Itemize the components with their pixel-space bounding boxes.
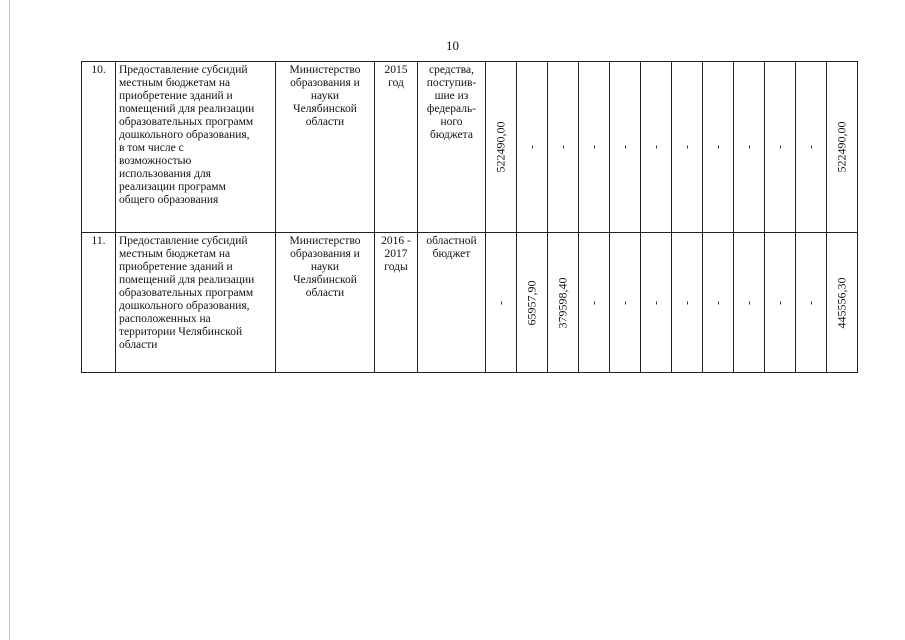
value-text: - [617,300,632,305]
cell-line: 2015 [384,64,408,76]
cell-line: науки [310,90,340,102]
value-text: 445556,30 [834,277,849,328]
value-cell [548,233,579,373]
value-text: - [586,145,601,149]
value-text: - [555,145,570,149]
value-cell [796,62,827,233]
cell-line: территории Челябинской [119,326,243,338]
cell-line: образования и [290,248,360,260]
cell-line: местным бюджетам на [119,77,231,89]
cell-line: приобретение зданий и [119,261,233,273]
row-number-cell: 11. [82,233,116,373]
table-row [82,62,858,233]
cell-line: реализации программ [119,181,226,193]
cell-line: области [305,287,345,299]
left-margin-line [9,0,10,640]
value-text: - [648,145,663,149]
value-cell [796,233,827,373]
cell-line: средства, [428,64,475,76]
value-cell [703,62,734,233]
value-text: - [648,300,663,305]
cell-line: образовательных программ [119,116,254,128]
cell-line: области [305,116,345,128]
value-cell [486,233,517,373]
cell-line: приобретение зданий и [119,90,233,102]
event-name-cell [116,62,276,233]
event-name-cell [116,233,276,373]
value-text: - [772,300,787,305]
cell-line: помещений для реализации [119,103,255,115]
cell-line: Министерство [289,235,361,247]
cell-line: образования и [290,77,360,89]
budget-table [81,61,858,373]
value-cell [827,233,858,373]
cell-line: в том числе с [119,142,184,154]
value-text: - [772,145,787,149]
cell-line: федераль- [426,103,477,115]
value-cell [765,233,796,373]
value-text: 522490,00 [493,121,508,173]
executor-cell [276,62,375,233]
value-cell [641,62,672,233]
value-text: - [586,300,601,305]
cell-line: Предоставление субсидий [119,235,248,247]
value-text: - [741,145,756,149]
cell-line: Челябинской [293,103,357,115]
value-text: 379598,40 [555,277,570,328]
value-text: - [493,300,508,305]
funding-source-cell [418,233,486,373]
value-cell [579,233,610,373]
cell-line: областной [426,235,477,247]
cell-line: бюджета [430,129,473,141]
value-cell [517,62,548,233]
value-cell [579,62,610,233]
value-cell [641,233,672,373]
period-cell [375,233,418,373]
value-text: - [710,300,725,305]
value-cell [734,62,765,233]
value-text: - [617,145,632,149]
value-cell [610,233,641,373]
value-cell [548,62,579,233]
row-number-cell: 10. [82,62,116,233]
cell-line: использования для [119,168,211,180]
cell-line: год [388,77,404,89]
cell-line: возможностью [119,155,192,167]
value-cell [610,62,641,233]
value-text: - [710,145,725,149]
value-text: - [741,300,756,305]
period-cell [375,62,418,233]
value-cell [672,233,703,373]
cell-line: 2017 [384,248,408,260]
executor-cell [276,233,375,373]
value-cell [517,233,548,373]
cell-line: дошкольного образования, [119,300,250,312]
cell-line: образовательных программ [119,287,254,299]
value-cell [765,62,796,233]
cell-line: бюджет [432,248,471,260]
cell-line: местным бюджетам на [119,248,231,260]
value-text: - [524,145,539,149]
value-cell [734,233,765,373]
cell-line: помещений для реализации [119,274,255,286]
cell-line: годы [384,261,408,273]
cell-line: 2016 - [381,235,411,247]
value-cell [672,62,703,233]
cell-line: общего образования [119,194,219,206]
value-text: - [679,300,694,305]
cell-line: дошкольного образования, [119,129,250,141]
value-cell [486,62,517,233]
cell-line: расположенных на [119,313,211,325]
cell-line: Предоставление субсидий [119,64,248,76]
value-text: 65957,90 [524,280,539,325]
cell-line: Министерство [289,64,361,76]
value-cell [827,62,858,233]
value-text: 522490,00 [834,121,849,173]
value-text: - [803,300,818,305]
cell-line: ного [440,116,463,128]
cell-line: шие из [434,90,469,102]
value-text: - [803,145,818,149]
table-row [82,233,858,373]
cell-line: области [119,339,158,351]
value-cell [703,233,734,373]
cell-line: Челябинской [293,274,357,286]
page-number: 10 [446,38,459,53]
cell-line: поступив- [426,77,477,89]
value-text: - [679,145,694,149]
funding-source-cell [418,62,486,233]
cell-line: науки [310,261,340,273]
